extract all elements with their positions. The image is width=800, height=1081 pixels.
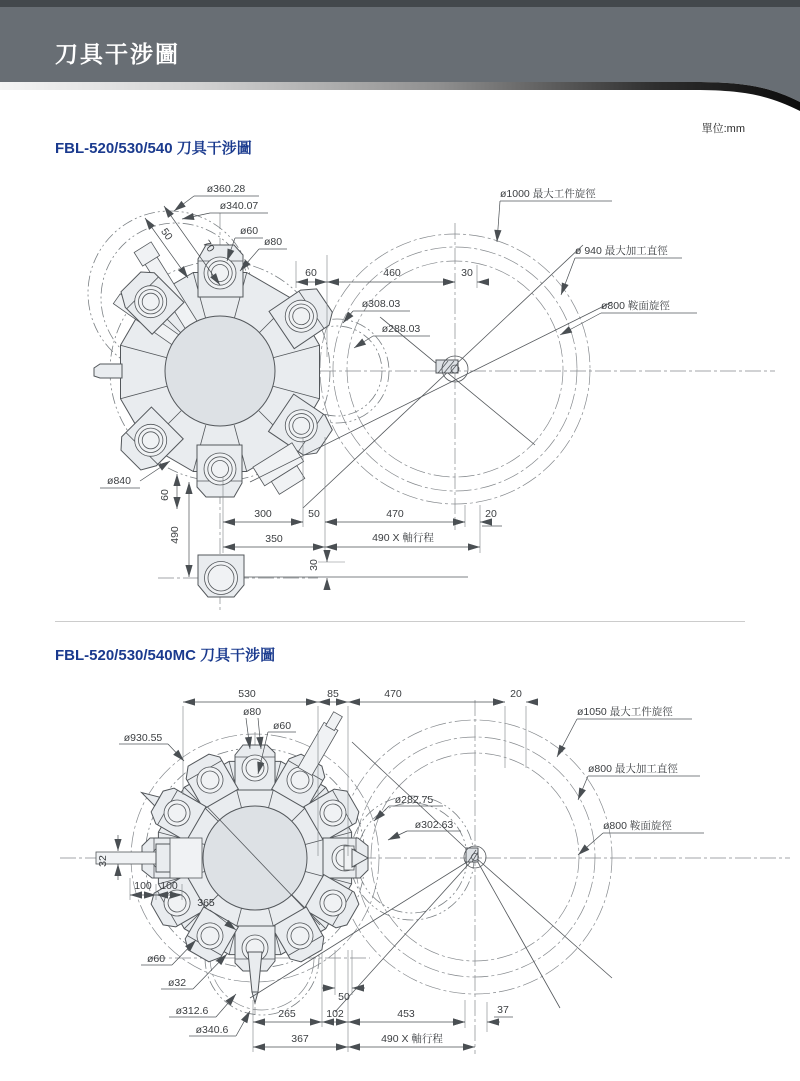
left-tool-stub	[94, 364, 122, 378]
dim-label: 30	[461, 267, 473, 279]
dim-label: 300	[254, 508, 272, 520]
dim-label: 100	[160, 880, 178, 892]
banner-top-edge	[0, 0, 800, 7]
small-drill-tool	[139, 788, 160, 806]
dim-label: 490 X 軸行程	[372, 532, 434, 544]
dim-label: ø800 鞍面旋徑	[603, 820, 672, 832]
fbl-540-interference-diagram	[0, 160, 800, 620]
dim-label: ø288.03	[381, 323, 421, 335]
dim-label: ø360.28	[206, 183, 246, 195]
dim-label: 30	[308, 559, 320, 571]
dim-label: ø60	[146, 953, 166, 965]
dim-label: ø60	[239, 225, 259, 237]
dim-label: 60	[305, 267, 317, 279]
dim-label: ø800 鞍面旋徑	[601, 300, 670, 312]
dim-label: 85	[327, 688, 339, 700]
dim-label: ø312.6	[175, 1005, 209, 1017]
dim-label: ø800 最大加工直徑	[588, 763, 678, 775]
dim-label: 490 X 軸行程	[381, 1033, 443, 1045]
turret-disc	[165, 316, 275, 426]
dim-label: ø302.63	[414, 819, 454, 831]
dim-label: ø340.07	[219, 200, 259, 212]
dim-label: 490	[169, 526, 181, 544]
dim-label: ø 940 最大加工直徑	[575, 245, 668, 257]
dim-label: 265	[278, 1008, 296, 1020]
dim-label: ø1000 最大工件旋徑	[500, 188, 596, 200]
dim-label: 70	[200, 238, 217, 255]
dim-label: 470	[386, 508, 404, 520]
dim-label: ø60	[272, 720, 292, 732]
turret-disc	[203, 806, 307, 910]
dim-label: 50	[158, 226, 175, 243]
dim-label: 20	[510, 688, 522, 700]
fbl-540mc-interference-diagram	[0, 675, 800, 1075]
dim-label: ø1050 最大工件旋徑	[577, 706, 673, 718]
dim-label: ø840	[107, 475, 131, 487]
unit-label: 單位:mm	[701, 123, 745, 135]
dim-label: ø282.75	[394, 794, 434, 806]
dim-label: 102	[326, 1008, 344, 1020]
dim-label: 50	[338, 991, 350, 1003]
dim-label: 470	[384, 688, 402, 700]
dim-label: 32	[97, 855, 109, 867]
dim-label: 453	[397, 1008, 415, 1020]
dim-label: ø80	[263, 236, 283, 248]
section-title-fbl540: FBL-520/530/540 刀具干涉圖	[55, 140, 252, 157]
dim-label: 530	[238, 688, 256, 700]
dim-label: 50	[308, 508, 320, 520]
dim-label: 60	[159, 489, 171, 501]
dim-label: 37	[497, 1004, 509, 1016]
dim-label: 20	[485, 508, 497, 520]
bottom-drill-tool	[248, 952, 262, 1003]
dim-label: ø930.55	[123, 732, 163, 744]
dim-label: 350	[265, 533, 283, 545]
turret-1	[94, 242, 337, 499]
dim-label: 460	[383, 267, 401, 279]
turret-2	[96, 710, 368, 1003]
section-title-fbl540mc: FBL-520/530/540MC 刀具干涉圖	[55, 647, 276, 664]
dim-label: ø340.6	[195, 1024, 229, 1036]
dim-label: 100	[134, 880, 152, 892]
dim-label: 367	[291, 1033, 309, 1045]
section-divider	[55, 621, 745, 622]
dim-label: 365	[197, 897, 215, 909]
banner-swoosh	[0, 82, 800, 111]
displaced-tool-block	[198, 555, 468, 597]
dim-label: ø308.03	[361, 298, 401, 310]
dim-label: ø80	[242, 706, 262, 718]
dim-label: ø32	[167, 977, 187, 989]
page-title: 刀具干涉圖	[55, 41, 180, 67]
